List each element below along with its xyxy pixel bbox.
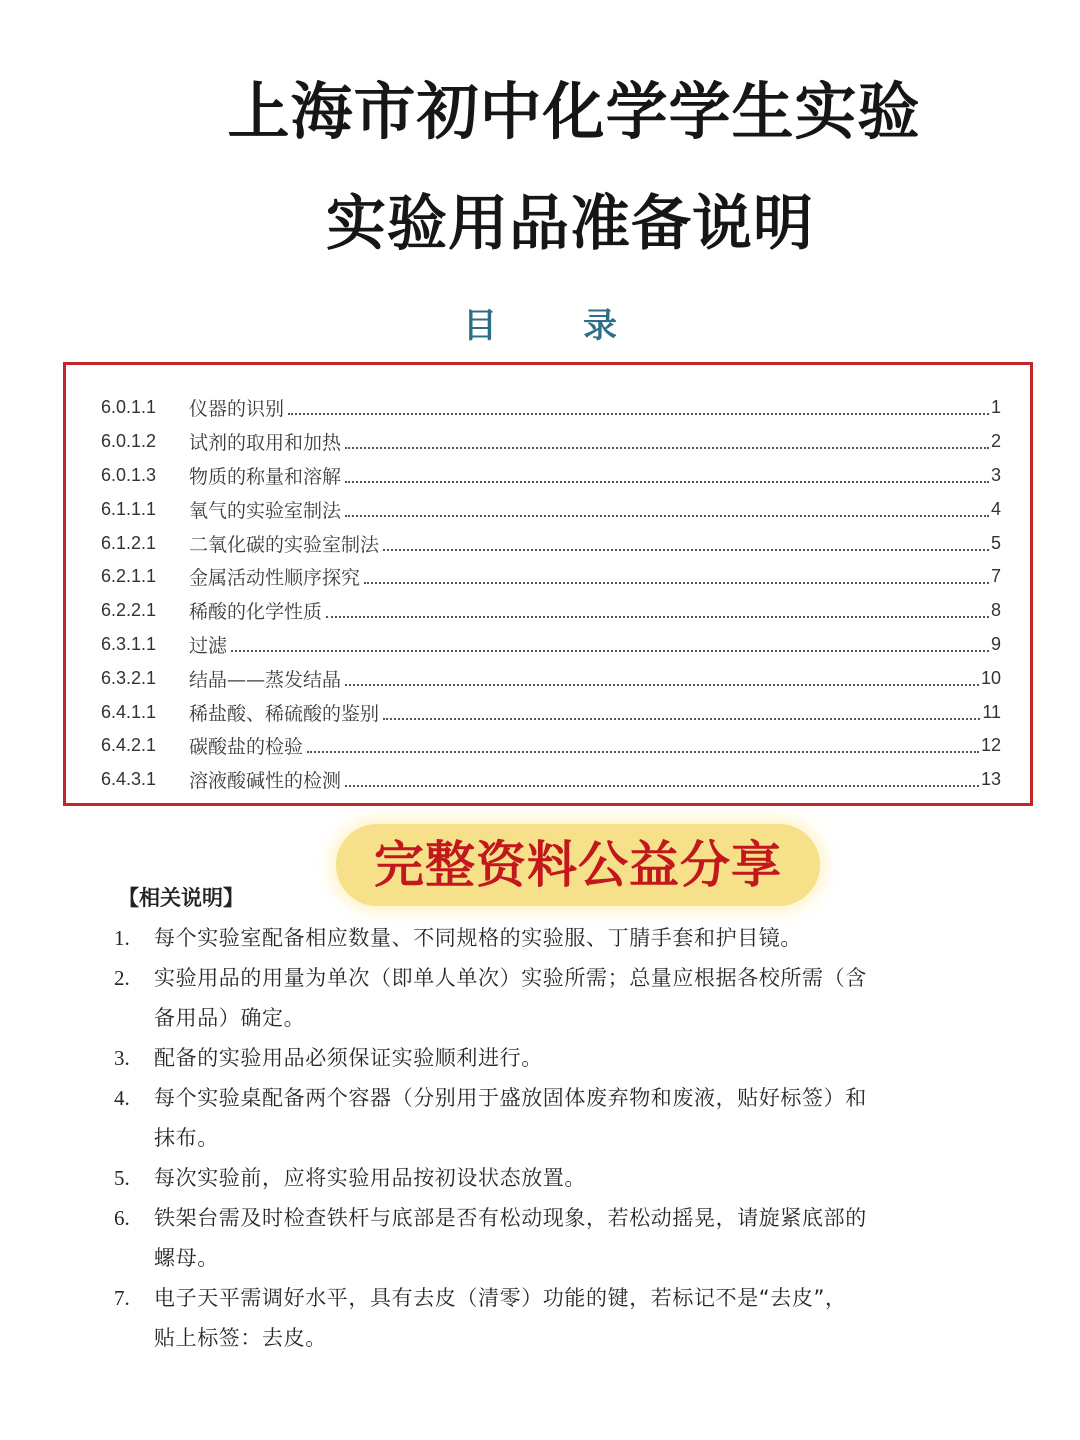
note-number: 3. bbox=[114, 1046, 130, 1070]
note-item bbox=[114, 1158, 984, 1198]
toc-entry-page: 5 bbox=[990, 532, 1001, 553]
toc-entry-page: 3 bbox=[990, 464, 1001, 485]
document-title-line-1: 上海市初中化学学生实验 bbox=[227, 75, 921, 148]
note-number: 5. bbox=[114, 1166, 130, 1190]
share-banner-text: 完整资料公益分享 bbox=[374, 836, 782, 894]
note-text-line: 螺母。 bbox=[154, 1246, 219, 1270]
toc-entry-number: 6.2.2.1 bbox=[101, 600, 157, 621]
toc-entry-number: 6.0.1.1 bbox=[101, 397, 157, 418]
note-text-line: 每个实验桌配备两个容器（分别用于盛放固体废弃物和废液，贴好标签）和 bbox=[154, 1086, 867, 1110]
toc-entry-leader-dots bbox=[364, 581, 989, 584]
toc-entry-page: 13 bbox=[980, 769, 1001, 790]
toc-entry-page: 7 bbox=[990, 566, 1001, 587]
note-text-line: 贴上标签：去皮。 bbox=[154, 1326, 327, 1350]
note-text bbox=[154, 1198, 984, 1278]
note-text bbox=[154, 1278, 984, 1358]
note-number: 7. bbox=[114, 1286, 130, 1310]
toc-list bbox=[101, 391, 1001, 797]
toc-entry[interactable] bbox=[101, 729, 1001, 763]
note-text bbox=[154, 1078, 984, 1158]
toc-entry-leader-dots bbox=[383, 548, 989, 551]
note-number: 4. bbox=[114, 1086, 130, 1110]
toc-entry-title: 稀盐酸、稀硫酸的鉴别 bbox=[189, 702, 380, 725]
toc-entry[interactable] bbox=[101, 492, 1001, 526]
toc-entry-number: 6.4.1.1 bbox=[101, 701, 157, 722]
note-text-line: 配备的实验用品必须保证实验顺利进行。 bbox=[154, 1046, 543, 1070]
toc-entry-number: 6.3.2.1 bbox=[101, 667, 157, 688]
toc-entry-leader-dots bbox=[345, 480, 989, 483]
note-text-line: 每次实验前，应将实验用品按初设状态放置。 bbox=[154, 1166, 586, 1190]
toc-entry[interactable] bbox=[101, 425, 1001, 459]
toc-entry[interactable] bbox=[101, 661, 1001, 695]
toc-entry-leader-dots bbox=[307, 750, 979, 753]
toc-entry-title: 氧气的实验室制法 bbox=[189, 499, 342, 522]
toc-entry-title: 过滤 bbox=[189, 634, 228, 657]
toc-entry[interactable] bbox=[101, 560, 1001, 594]
toc-entry[interactable] bbox=[101, 594, 1001, 628]
toc-entry[interactable] bbox=[101, 628, 1001, 662]
toc-entry-page: 4 bbox=[990, 498, 1001, 519]
toc-frame bbox=[63, 362, 1033, 806]
note-text-line: 每个实验室配备相应数量、不同规格的实验服、丁腈手套和护目镜。 bbox=[154, 926, 802, 950]
notes-list bbox=[114, 918, 984, 1358]
toc-entry-number: 6.0.1.2 bbox=[101, 431, 157, 452]
note-text-line: 电子天平需调好水平，具有去皮（清零）功能的键，若标记不是“去皮”， bbox=[154, 1286, 847, 1310]
toc-heading bbox=[0, 298, 1080, 347]
toc-entry[interactable] bbox=[101, 459, 1001, 493]
toc-entry-title: 二氧化碳的实验室制法 bbox=[189, 533, 380, 556]
note-item bbox=[114, 958, 984, 1038]
toc-entry-leader-dots bbox=[288, 412, 989, 415]
toc-entry-number: 6.4.3.1 bbox=[101, 769, 157, 790]
toc-entry-leader-dots bbox=[231, 649, 989, 652]
toc-entry-number: 6.0.1.3 bbox=[101, 464, 157, 485]
toc-entry-number: 6.2.1.1 bbox=[101, 566, 157, 587]
toc-entry-page: 9 bbox=[990, 633, 1001, 654]
toc-heading-left: 目 bbox=[463, 306, 497, 346]
note-text-line: 备用品）确定。 bbox=[154, 1006, 306, 1030]
toc-entry-leader-dots bbox=[326, 615, 989, 618]
toc-entry-page: 11 bbox=[982, 701, 1001, 722]
note-number: 6. bbox=[114, 1206, 130, 1230]
note-text bbox=[154, 958, 984, 1038]
note-item bbox=[114, 918, 984, 958]
toc-entry-leader-dots bbox=[345, 683, 979, 686]
toc-entry-number: 6.3.1.1 bbox=[101, 633, 157, 654]
toc-entry-page: 12 bbox=[980, 735, 1001, 756]
share-banner bbox=[336, 824, 820, 906]
note-item bbox=[114, 1038, 984, 1078]
note-number: 1. bbox=[114, 926, 130, 950]
toc-heading-right: 录 bbox=[583, 306, 617, 346]
toc-entry-page: 2 bbox=[990, 431, 1001, 452]
note-text-line: 铁架台需及时检查铁杆与底部是否有松动现象，若松动摇晃，请旋紧底部的 bbox=[154, 1206, 867, 1230]
toc-entry-leader-dots bbox=[383, 717, 980, 720]
toc-entry-title: 仪器的识别 bbox=[189, 398, 285, 421]
toc-entry-page: 8 bbox=[990, 600, 1001, 621]
toc-entry[interactable] bbox=[101, 526, 1001, 560]
note-text-line: 实验用品的用量为单次（即单人单次）实验所需；总量应根据各校所需（含 bbox=[154, 966, 867, 990]
toc-entry-title: 物质的称量和溶解 bbox=[189, 465, 342, 488]
note-number: 2. bbox=[114, 966, 130, 990]
toc-entry-title: 溶液酸碱性的检测 bbox=[189, 770, 342, 793]
toc-entry-number: 6.1.1.1 bbox=[101, 498, 157, 519]
note-item bbox=[114, 1198, 984, 1278]
notes-heading: 【相关说明】 bbox=[118, 886, 244, 910]
note-text-line: 抹布。 bbox=[154, 1126, 219, 1150]
toc-entry-page: 1 bbox=[990, 397, 1001, 418]
toc-entry-leader-dots bbox=[345, 514, 989, 517]
toc-entry-page: 10 bbox=[980, 667, 1001, 688]
toc-entry-title: 稀酸的化学性质 bbox=[189, 601, 323, 624]
toc-entry-title: 金属活动性顺序探究 bbox=[189, 567, 361, 590]
toc-entry-leader-dots bbox=[345, 446, 989, 449]
toc-entry-number: 6.4.2.1 bbox=[101, 735, 157, 756]
toc-entry-number: 6.1.2.1 bbox=[101, 532, 157, 553]
note-text bbox=[154, 918, 984, 958]
note-text bbox=[154, 1038, 984, 1078]
note-item bbox=[114, 1078, 984, 1158]
toc-entry-leader-dots bbox=[345, 784, 979, 787]
document-title-line-2: 实验用品准备说明 bbox=[326, 189, 814, 259]
toc-entry[interactable] bbox=[101, 695, 1001, 729]
toc-entry-title: 碳酸盐的检验 bbox=[189, 736, 304, 759]
note-text bbox=[154, 1158, 984, 1198]
toc-entry[interactable] bbox=[101, 391, 1001, 425]
toc-entry-title: 结晶——蒸发结晶 bbox=[189, 668, 342, 691]
note-item bbox=[114, 1278, 984, 1358]
toc-entry[interactable] bbox=[101, 763, 1001, 797]
toc-entry-title: 试剂的取用和加热 bbox=[189, 432, 342, 455]
